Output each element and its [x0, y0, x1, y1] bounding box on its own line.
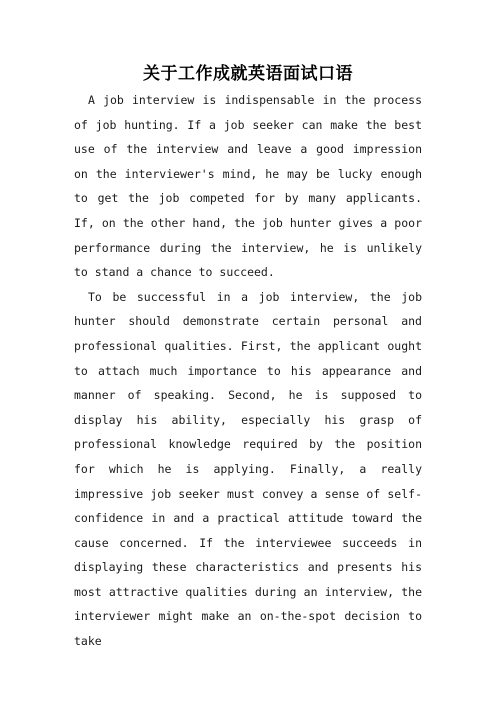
document-title: 关于工作成就英语面试口语	[143, 64, 353, 84]
paragraph-1-text: A job interview is indispensable in the process of job hunting. If a job seeker can make the best use of the interview and leave a good impression on the interviewer's mind, he may be lucky enough to get the job competed for by many applicants. If, on the other hand, the job hunter gives a poor performance during the interview, he is unlikely to stand a chance to succeed.	[74, 93, 422, 280]
paragraph-2	[74, 285, 422, 654]
paragraph-2-text: To be successful in a job interview, the job hunter should demonstrate certain personal and professional qualities. First, the applicant ought to attach much importance to his appearance and manner of speaking. Second, he is supposed to display his ability, especially his grasp of professional knowledge required by the position for which he is applying. Finally, a really impressive job seeker must convey a sense of self-confidence in and a practical attitude toward the cause concerned. If the interviewee succeeds in displaying these characteristics and presents his most attractive qualities during an interview, the interviewer might make an on-the-spot decision to take	[74, 289, 422, 649]
paragraph-1	[74, 88, 422, 285]
document-body	[74, 88, 422, 654]
